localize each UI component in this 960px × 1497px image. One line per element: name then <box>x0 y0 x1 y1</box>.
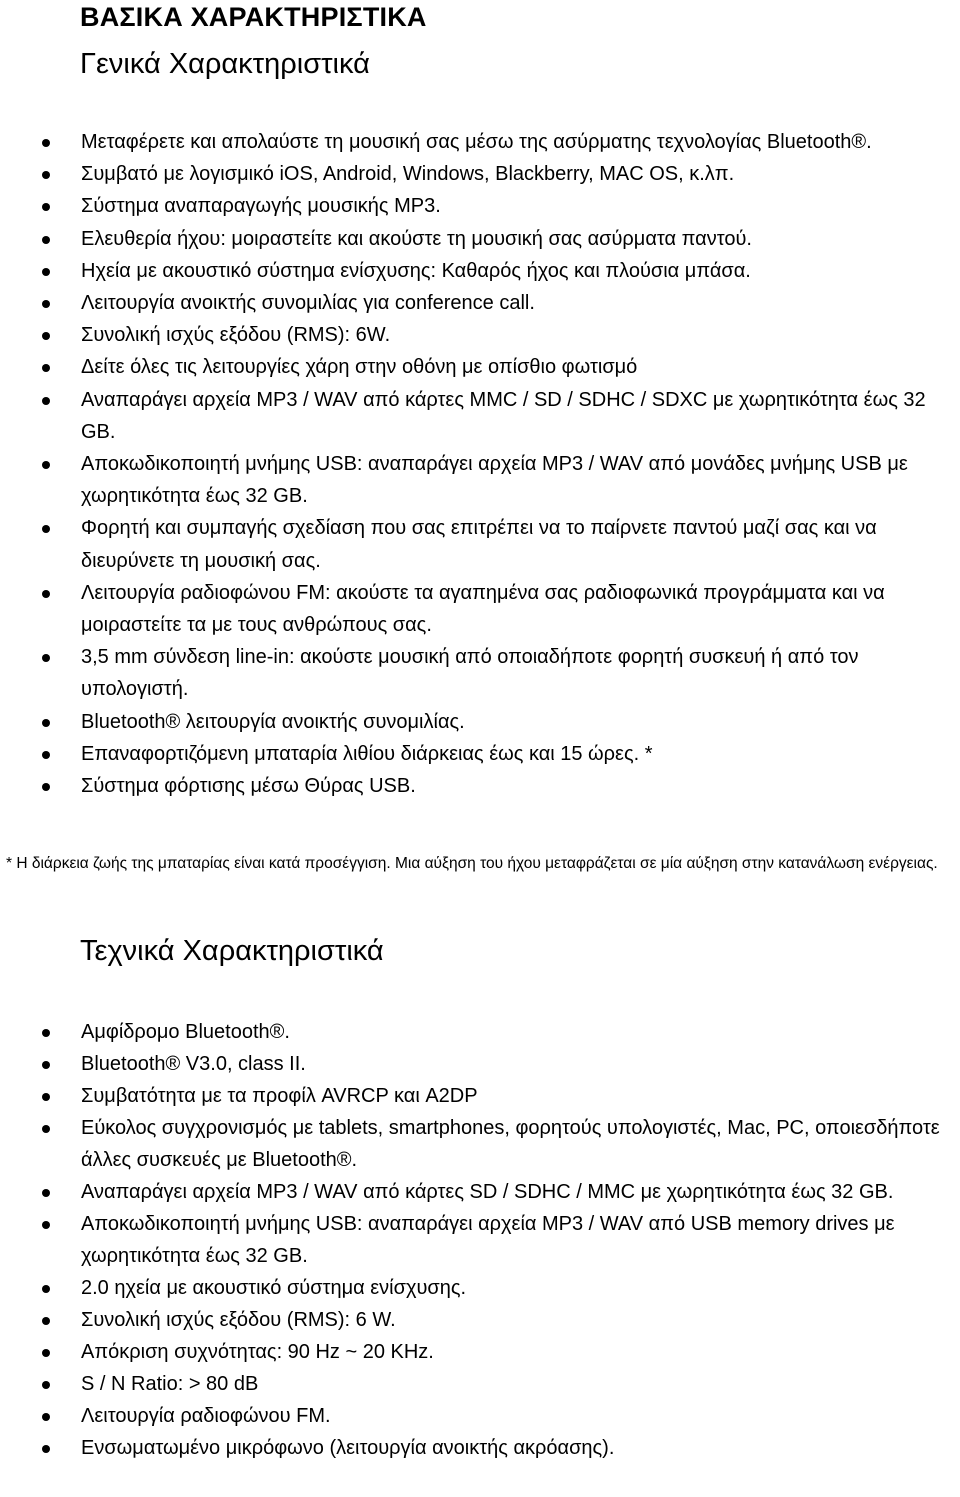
list-item: Απόκριση συχνότητας: 90 Hz ~ 20 KHz. <box>0 1336 960 1368</box>
list-item: S / N Ratio: > 80 dB <box>0 1368 960 1400</box>
list-item: Σύστημα αναπαραγωγής μουσικής MP3. <box>0 190 960 222</box>
list-item: Αποκωδικοποιητή μνήμης USB: αναπαράγει αρχεία MP3 / WAV από μονάδες μνήμης USB με χωρητικότητα έως 32 GB. <box>0 448 960 512</box>
bullet-icon <box>42 654 50 662</box>
bullet-icon <box>42 461 50 469</box>
list-item: 2.0 ηχεία με ακουστικό σύστημα ενίσχυσης. <box>0 1272 960 1304</box>
list-item: Ελευθερία ήχου: μοιραστείτε και ακούστε τη μουσική σας ασύρματα παντού. <box>0 223 960 255</box>
list-item: Αναπαράγει αρχεία MP3 / WAV από κάρτες SD / SDHC / MMC με χωρητικότητα έως 32 GB. <box>0 1176 960 1208</box>
list-item: Συμβατότητα με τα προφίλ AVRCP και A2DP <box>0 1080 960 1112</box>
bullet-icon <box>42 1349 50 1357</box>
bullet-icon <box>42 1061 50 1069</box>
list-item: Ενσωματωμένο μικρόφωνο (λειτουργία ανοικτής ακρόασης). <box>0 1432 960 1464</box>
bullet-icon <box>42 1381 50 1389</box>
list-item: Φορητή και συμπαγής σχεδίαση που σας επιτρέπει να το παίρνετε παντού μαζί σας και να διευρύνετε τη μουσική σας. <box>0 512 960 576</box>
technical-features-title: Τεχνικά Χαρακτηριστικά <box>80 935 384 967</box>
bullet-icon <box>42 203 50 211</box>
bullet-icon <box>42 171 50 179</box>
battery-footnote: * Η διάρκεια ζωής της μπαταρίας είναι κατά προσέγγιση. Μια αύξηση του ήχου μεταφράζεται σε μία αύξηση στην κατανάλωση ενέργειας. <box>6 855 938 872</box>
bullet-icon <box>42 1413 50 1421</box>
list-item: Bluetooth® V3.0, class II. <box>0 1048 960 1080</box>
list-item: Συμβατό με λογισμικό iOS, Android, Windows, Blackberry, MAC OS, κ.λπ. <box>0 158 960 190</box>
bullet-icon <box>42 1189 50 1197</box>
list-item: Εύκολος συγχρονισμός με tablets, smartphones, φορητούς υπολογιστές, Mac, PC, οποιεσδήποτε άλλες συσκευές με Bluetooth®. <box>0 1112 960 1176</box>
bullet-icon <box>42 783 50 791</box>
bullet-icon <box>42 1125 50 1133</box>
general-features-list <box>0 126 960 802</box>
bullet-icon <box>42 1317 50 1325</box>
bullet-icon <box>42 751 50 759</box>
bullet-icon <box>42 525 50 533</box>
list-item: Δείτε όλες τις λειτουργίες χάρη στην οθόνη με οπίσθιο φωτισμό <box>0 351 960 383</box>
list-item: Bluetooth® λειτουργία ανοικτής συνομιλίας. <box>0 706 960 738</box>
bullet-icon <box>42 1445 50 1453</box>
list-item: Συνολική ισχύς εξόδου (RMS): 6W. <box>0 319 960 351</box>
bullet-icon <box>42 236 50 244</box>
bullet-icon <box>42 300 50 308</box>
list-item: Μεταφέρετε και απολαύστε τη μουσική σας μέσω της ασύρματης τεχνολογίας Bluetooth®. <box>0 126 960 158</box>
list-item: Λειτουργία ραδιοφώνου FM: ακούστε τα αγαπημένα σας ραδιοφωνικά προγράμματα και να μοιραστείτε τα με τους ανθρώπους σας. <box>0 577 960 641</box>
bullet-icon <box>42 268 50 276</box>
bullet-icon <box>42 364 50 372</box>
list-item: Σύστημα φόρτισης μέσω Θύρας USB. <box>0 770 960 802</box>
bullet-icon <box>42 397 50 405</box>
list-item: Αποκωδικοποιητή μνήμης USB: αναπαράγει αρχεία MP3 / WAV από USB memory drives με χωρητικότητα έως 32 GB. <box>0 1208 960 1272</box>
technical-features-list <box>0 1016 960 1464</box>
list-item: 3,5 mm σύνδεση line-in: ακούστε μουσική από οποιαδήποτε φορητή συσκευή ή από τον υπολογιστή. <box>0 641 960 705</box>
list-item: Επαναφορτιζόμενη μπαταρία λιθίου διάρκειας έως και 15 ώρες. * <box>0 738 960 770</box>
list-item: Αναπαράγει αρχεία MP3 / WAV από κάρτες MMC / SD / SDHC / SDXC με χωρητικότητα έως 32 GB. <box>0 384 960 448</box>
bullet-icon <box>42 590 50 598</box>
bullet-icon <box>42 332 50 340</box>
bullet-icon <box>42 1093 50 1101</box>
list-item: Ηχεία με ακουστικό σύστημα ενίσχυσης: Καθαρός ήχος και πλούσια μπάσα. <box>0 255 960 287</box>
bullet-icon <box>42 1029 50 1037</box>
bullet-icon <box>42 719 50 727</box>
list-item: Λειτουργία ραδιοφώνου FM. <box>0 1400 960 1432</box>
main-title: ΒΑΣΙΚΑ ΧΑΡΑΚΤΗΡΙΣΤΙΚΑ <box>80 2 427 32</box>
bullet-icon <box>42 139 50 147</box>
bullet-icon <box>42 1285 50 1293</box>
list-item: Αμφίδρομο Bluetooth®. <box>0 1016 960 1048</box>
general-features-title: Γενικά Χαρακτηριστικά <box>80 48 370 80</box>
list-item: Λειτουργία ανοικτής συνομιλίας για conference call. <box>0 287 960 319</box>
bullet-icon <box>42 1221 50 1229</box>
list-item: Συνολική ισχύς εξόδου (RMS): 6 W. <box>0 1304 960 1336</box>
